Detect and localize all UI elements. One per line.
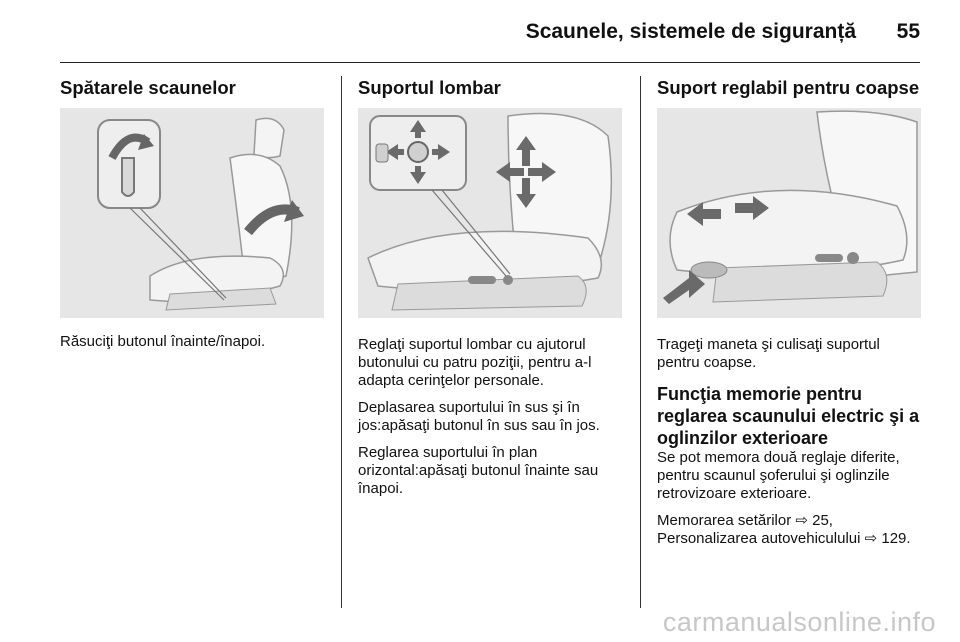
lumbar-support-illustration: [358, 108, 622, 318]
page-number: 55: [896, 20, 920, 43]
column-divider: [341, 76, 342, 608]
watermark: carmanualsonline.info: [662, 607, 936, 637]
seat-backrest-illustration: [60, 108, 324, 318]
thigh-support-illustration: [657, 108, 921, 318]
paragraph: Se pot memora două reglaje diferite, pentru scaunul şoferului şi oglinzile retrovizoare exterioare.: [657, 449, 900, 502]
section-heading: Spătarele scaunelor: [60, 77, 236, 98]
section-subheading: Funcţia memorie pentru reglarea scaunului electric şi a oglinzilor exterioare: [657, 384, 920, 448]
column-lumbar-support: [358, 76, 622, 498]
paragraph: Deplasarea suportului în sus şi în jos:apăsaţi butonul în sus sau în jos.: [358, 399, 600, 434]
header-rule: [60, 62, 920, 63]
paragraph-with-links: Memorarea setărilor ⇨ 25, Personalizarea autovehiculului ⇨ 129.: [657, 512, 911, 547]
header-title: Scaunele, sistemele de siguranță: [525, 20, 856, 43]
caption: Răsuciţi butonul înainte/înapoi.: [60, 333, 266, 350]
section-heading: Suport reglabil pentru coapse: [657, 77, 920, 98]
section-heading: Suportul lombar: [358, 77, 501, 98]
column-seat-backrest: [60, 76, 324, 351]
paragraph: Reglaţi suportul lombar cu ajutorul butonului cu patru poziţii, pentru a-l adapta cerinţelor personale.: [358, 336, 592, 389]
column-thigh-support: [657, 76, 921, 548]
paragraph: Reglarea suportului în plan orizontal:apăsaţi butonul înainte sau înapoi.: [358, 444, 599, 497]
caption: Trageţi maneta şi culisaţi suportul pentru coapse.: [657, 336, 880, 371]
column-divider: [640, 76, 641, 608]
page-header: [0, 14, 960, 54]
